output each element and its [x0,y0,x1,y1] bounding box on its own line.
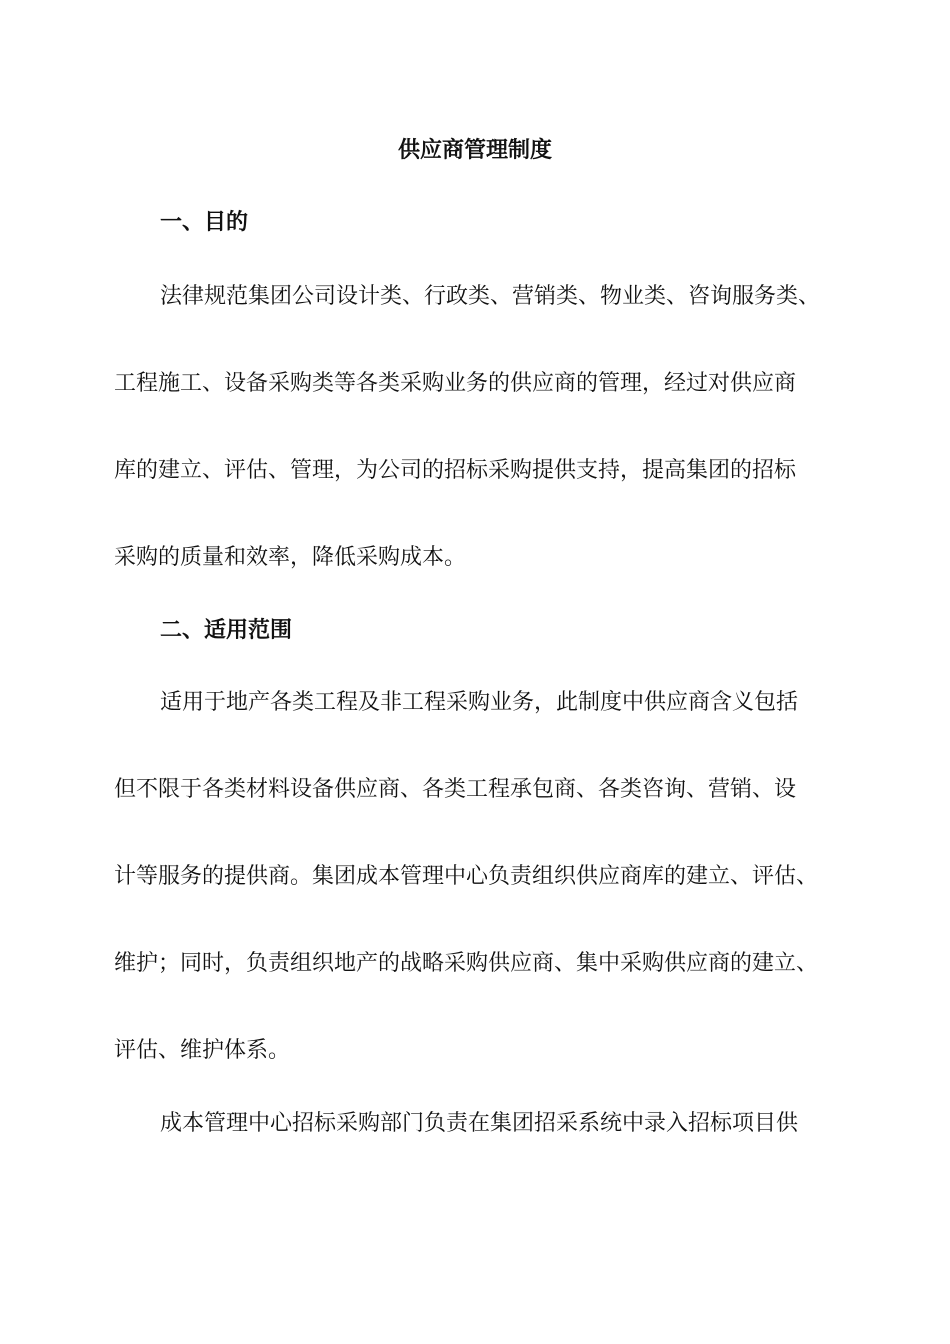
section-heading-scope: 二、适用范围 [160,618,293,643]
paragraph-line: 工程施工、设备采购类等各类采购业务的供应商的管理，经过对供应商 [114,371,797,396]
section-heading-purpose: 一、目的 [160,210,249,235]
paragraph-line: 计等服务的提供商。集团成本管理中心负责组织供应商库的建立、评估、 [114,864,819,889]
paragraph-line: 法律规范集团公司设计类、行政类、营销类、物业类、咨询服务类、 [160,284,821,309]
paragraph-line: 维护；同时，负责组织地产的战略采购供应商、集中采购供应商的建立、 [114,951,819,976]
paragraph-line: 库的建立、评估、管理，为公司的招标采购提供支持，提高集团的招标 [114,458,797,483]
paragraph-line: 采购的质量和效率，降低采购成本。 [114,545,467,570]
paragraph-line: 适用于地产各类工程及非工程采购业务，此制度中供应商含义包括 [160,690,799,715]
paragraph-line: 成本管理中心招标采购部门负责在集团招采系统中录入招标项目供 [160,1111,799,1136]
paragraph-line: 评估、维护体系。 [114,1038,291,1063]
paragraph-line: 但不限于各类材料设备供应商、各类工程承包商、各类咨询、营销、设 [114,777,797,802]
document-title: 供应商管理制度 [397,138,552,163]
